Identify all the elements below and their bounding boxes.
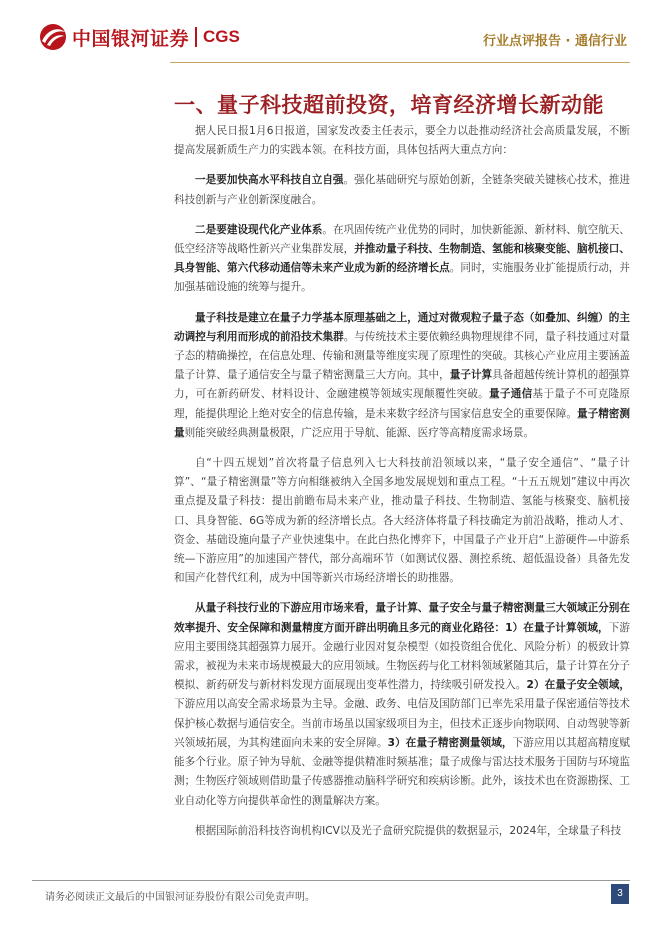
paragraph-direction-two bbox=[174, 221, 630, 298]
text-span: 下游应用以高安全需求场景为主导。金融、政务、电信及国防部门已率先采用量子保密通信等技术保护核心数据与通信安全。当前市场虽以国家级项目为主，但技术正逐步向物联网、自动驾驶等新兴领域拓展，为其构建面向未来的安全屏障。 bbox=[174, 698, 630, 749]
bold-phrase: 二是要建设现代化产业体系 bbox=[195, 223, 323, 236]
section-title: 一、量子科技超前投资，培育经济增长新动能 bbox=[174, 93, 604, 117]
paragraph-direction-one bbox=[174, 171, 630, 209]
bold-phrase: 量子通信 bbox=[489, 388, 533, 401]
text-span: 则能突破经典测量极限，广泛应用于导航、能源、医疗等高精度需求场景。 bbox=[184, 426, 535, 439]
report-category: 行业点评报告 · 通信行业 bbox=[483, 34, 627, 49]
logo-chinese-name: 中国银河证券 bbox=[72, 27, 190, 50]
paragraph-quantum-definition bbox=[174, 309, 630, 443]
text-span: 。同时，实施服务业扩能提质行动，并加强基础设施的统筹与提升。 bbox=[174, 262, 631, 294]
galaxy-logo-icon bbox=[38, 22, 68, 52]
bold-phrase: 3）在量子精密测量领域， bbox=[387, 736, 513, 749]
text-span: 下游应用以其超高精度赋能多个行业。原子钟为导航、金融等提供精准时频基准；量子成像与雷达技术服务于国防与环境监测；生物医疗领域则借助量子传感器推动脑科学研究和疾病诊断。此外，该技术也在资源勘探、工业自动化等方向提供革命性的测量解决方案。 bbox=[174, 736, 631, 807]
bold-phrase: 从量子科技行业的下游应用市场来看，量子计算、量子安全与量子精密测量三大领域正分别在效率提升、安全保障和测量精度方面开辟出明确且多元的商业化路径：1）在量子计算领域， bbox=[174, 602, 630, 634]
article-body bbox=[174, 122, 630, 852]
text-span: 下游应用主要围绕其超强算力展开。金融行业因对复杂模型（如投资组合优化、风险分析）的极致计算需求，被视为未来市场规模最大的应用领域。生物医药与化工材料领域紧随其后，量子计算在分子模拟、新药研发与新材料发现方面展现出变革性潜力，持续吸引研发投入。 bbox=[174, 621, 630, 692]
bold-phrase: 2）在量子安全领域， bbox=[526, 679, 631, 692]
bold-phrase: 量子计算 bbox=[449, 369, 493, 382]
bold-phrase: 量子精密测量 bbox=[174, 407, 630, 439]
text-span: 基于量子不可克隆原理，能提供理论上绝对安全的信息传输，是未来数字经济与国家信息安全的重要保障。 bbox=[174, 388, 631, 420]
text-span: 具备超越传统计算机的超强算力，可在新药研发、材料设计、金融建模等领域实现颠覆性突破。 bbox=[174, 369, 631, 401]
page-header bbox=[0, 0, 662, 72]
bold-phrase: 量子科技是建立在量子力学基本原理基础之上，通过对微观粒子量子态（如叠加、纠缠）的主动调控与利用而形成的前沿技术集群 bbox=[174, 311, 630, 343]
paragraph-intro: 据人民日报1月6日报道，国家发改委主任表示，要全力以赴推动经济社会高质量发展，不断提高发展新质生产力的实践本领。在科技方面，具体包括两大重点方向： bbox=[174, 125, 630, 157]
paragraph-market-data: 根据国际前沿科技咨询机构ICV以及光子盒研究院提供的数据显示，2024年，全球量子科技 bbox=[195, 824, 622, 837]
text-span: 。在巩固传统产业优势的同时，加快新能源、新材料、航空航天、低空经济等战略性新兴产业集群发展， bbox=[174, 223, 631, 256]
company-logo bbox=[38, 22, 240, 52]
text-span: 。与传统技术主要依赖经典物理规律不同，量子科技通过对量子态的精确操控，在信息处理、传输和测量等维度实现了原理性的突破。其核心产业应用主要涵盖量子计算、量子通信安全与量子精密测量三大方向。其中， bbox=[174, 330, 631, 382]
text-span: 。强化基础研究与原始创新，全链条突破关键核心技术，推进科技创新与产业创新深度融合。 bbox=[174, 174, 631, 206]
logo-divider bbox=[195, 27, 197, 47]
footer-divider bbox=[32, 880, 630, 881]
footer-disclaimer: 请务必阅读正文最后的中国银河证券股份有限公司免责声明。 bbox=[45, 892, 315, 903]
bold-phrase: 并推动量子科技、生物制造、氢能和核聚变能、脑机接口、具身智能、第六代移动通信等未来产业成为新的经济增长点 bbox=[174, 243, 631, 275]
page-number: 3 bbox=[611, 884, 629, 904]
header-divider bbox=[170, 62, 630, 63]
logo-english-name: CGS bbox=[203, 27, 240, 46]
paragraph-policy: 自“十四五规划”首次将量子信息列入七大科技前沿领域以来，“量子安全通信”、“量子计算”、“量子精密测量”等方向相继被纳入全国多地发展规划和重点工程。“十五五规划”建议中再次重点提及量子科技：提出前瞻布局未来产业，推动量子科技、生物制造、氢能与核聚变、脑机接口、具身智能、6G等成为新的经济增长点。各大经济体将量子科技确定为前沿战略，推动人才、资金、基础设施向量子产业快速集中。在此白热化博弈下，中国量子产业开启“上游硬件—中游系统—下游应用”的加速国产替代，部分高端环节（如测试仪器、测控系统、超低温设备）具备先发和国产化替代红利，成为中国等新兴市场经济增长的助推器。 bbox=[174, 457, 630, 585]
bold-phrase: 一是要加快高水平科技自立自强 bbox=[195, 174, 344, 187]
paragraph-downstream-applications bbox=[174, 599, 630, 810]
